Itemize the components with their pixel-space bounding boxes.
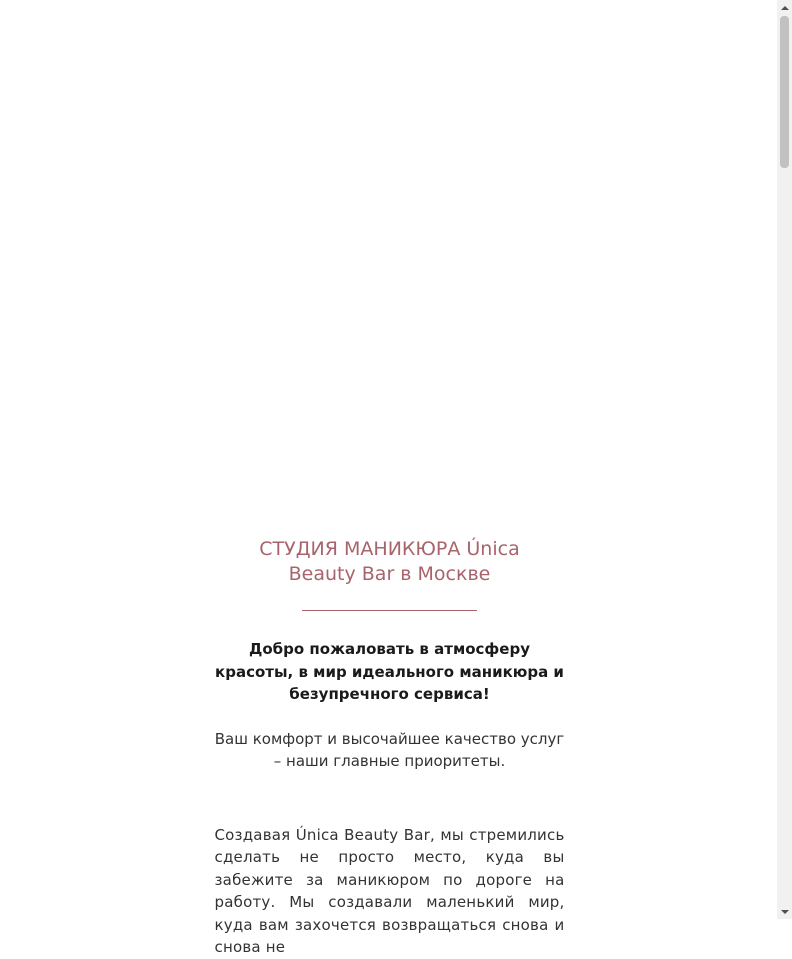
page-title xyxy=(215,533,565,587)
arrow-down-icon xyxy=(781,910,789,914)
welcome-text: Добро пожаловать в атмосферу красоты, в мир идеального маникюра и безупречного сервиса! xyxy=(215,640,564,703)
title-line-2: Beauty Bar в Москве xyxy=(288,563,491,585)
scrollbar-thumb[interactable] xyxy=(780,16,789,168)
intro-section xyxy=(215,533,565,959)
scroll-down-button[interactable] xyxy=(777,904,792,919)
arrow-up-icon xyxy=(781,6,789,10)
vertical-scrollbar[interactable] xyxy=(777,0,792,919)
title-divider xyxy=(302,610,477,611)
scroll-up-button[interactable] xyxy=(777,0,792,15)
story-text: Создавая Única Beauty Bar, мы стремились сделать не просто место, куда вы забежите за маникюром по дороге на работу. Мы создавали маленький мир, куда вам захочется возвращаться снова и снова не xyxy=(214,825,565,956)
comfort-text: Ваш комфорт и высочайшее качество услуг – наши главные приоритеты. xyxy=(214,729,565,770)
title-line-1: СТУДИЯ МАНИКЮРА Única xyxy=(259,538,520,560)
